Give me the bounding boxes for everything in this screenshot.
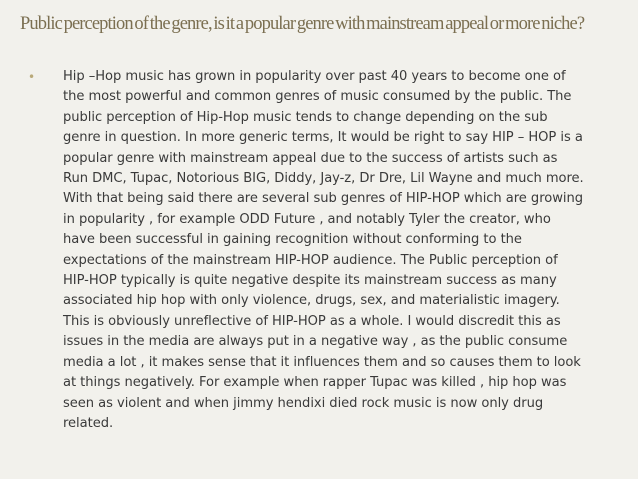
body-paragraph: Hip –Hop music has grown in popularity over past 40 years to become one of the most powerful and common genres of music consumed by the public. The public perception of Hip-Hop music tends to change depending on the sub genre in question. In more generic terms, It would be right to say HIP – HOP is a popular genre with mainstream appeal due to the success of artists such as Run DMC, Tupac, Notorious BIG, Diddy, Jay-z, Dr Dre, Lil Wayne and much more. With that being said there are several sub genres of HIP-HOP which are growing in popularity , for example ODD Future , and notably Tyler the creator, who have been successful in gaining recognition without conforming to the expectations of the mainstream HIP-HOP audience. The Public perception of HIP-HOP typically is quite negative despite its mainstream success as many associated hip hop with only violence, drugs, sex, and materialistic imagery. This is obviously unreflective of HIP-HOP as a whole. I would discredit this as issues in the media are always put in a negative way , as the public consume media a lot , it makes sense that it influences them and so causes them to look at things negatively. For example when rapper Tupac was killed , hip hop was seen as violent and when jimmy hendixi died rock music is now only drug related. <box>63 69 584 431</box>
bullet-icon: • <box>28 70 36 84</box>
slide-title: Public perception of the genre, is it a popular genre with mainstream appeal or more niche? <box>20 14 585 34</box>
